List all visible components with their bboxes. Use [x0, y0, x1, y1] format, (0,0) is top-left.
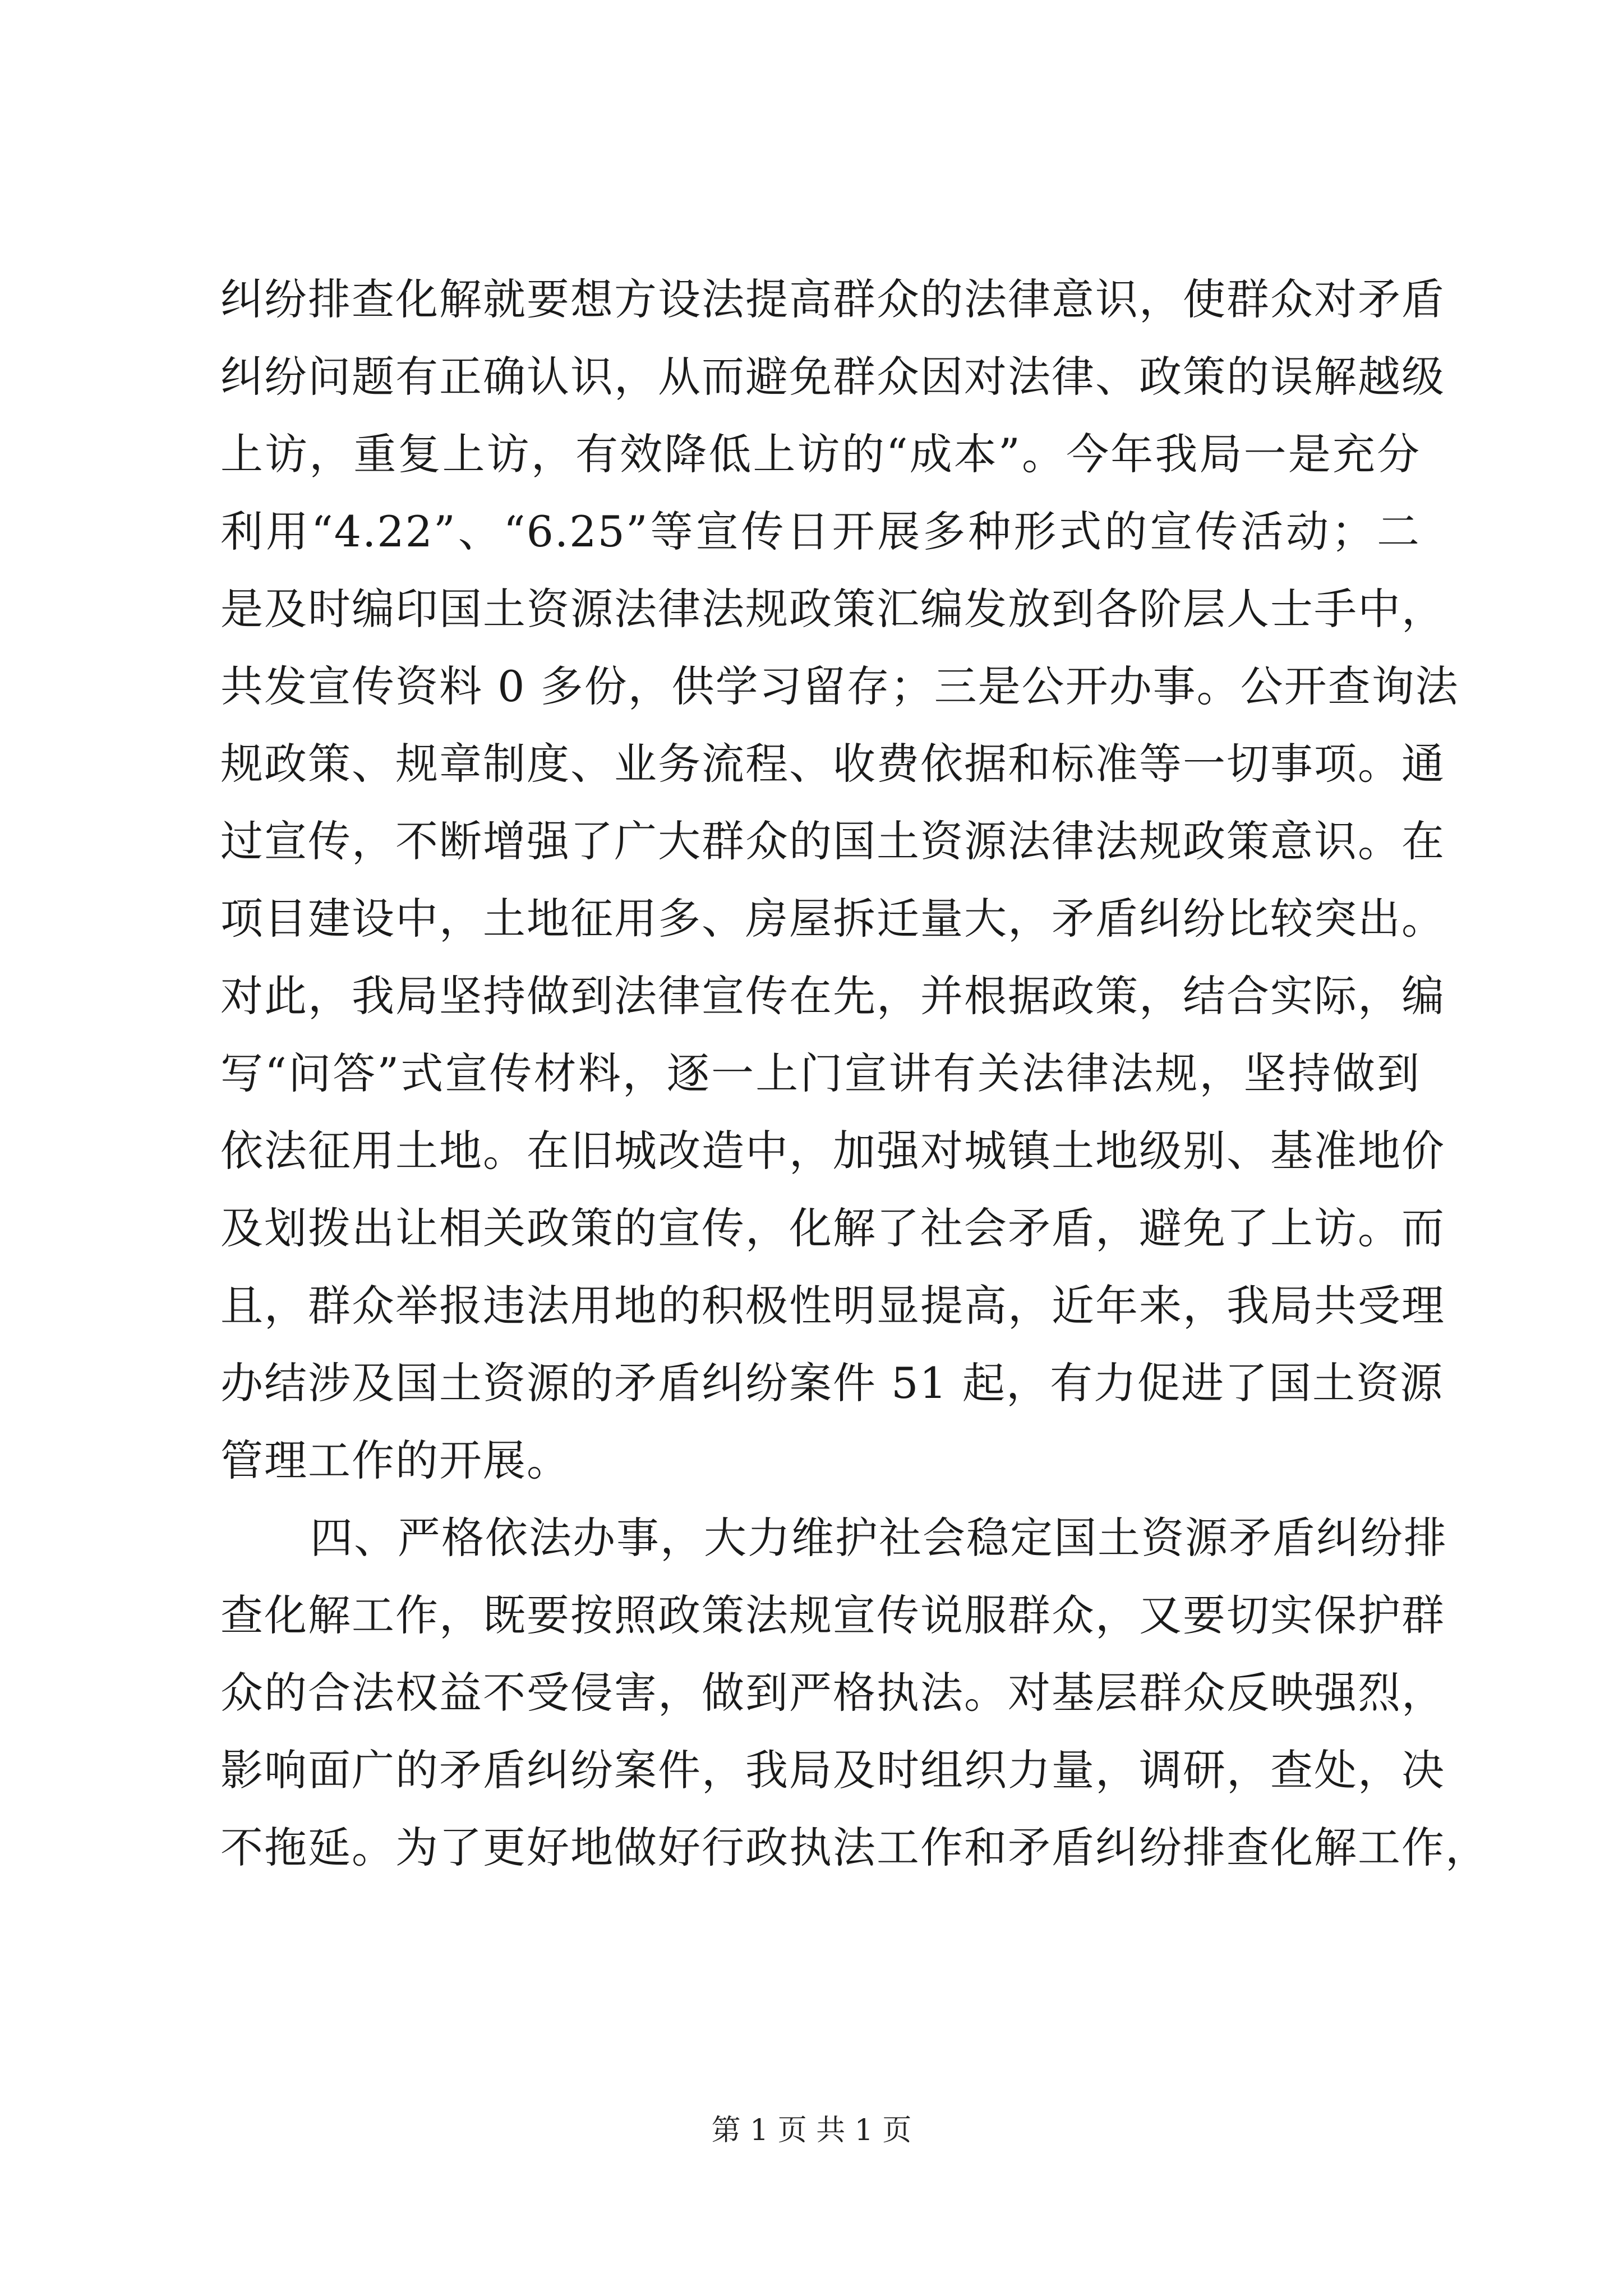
text-line: 项目建设中，土地征用多、房屋拆迁量大，矛盾纠纷比较突出。: [220, 894, 1445, 944]
text-line: 且，群众举报违法用地的积极性明显提高，近年来，我局共受理: [220, 1281, 1445, 1331]
text-line: 影响面广的矛盾纠纷案件，我局及时组织力量，调研，查处，决: [220, 1745, 1445, 1795]
section-heading-line: 四、严格依法办事，大力维护社会稳定国土资源矛盾纠纷排: [310, 1513, 1447, 1563]
text-line: 是及时编印国土资源法律法规政策汇编发放到各阶层人士手中，: [220, 584, 1445, 634]
text-line: 利用“4.22”、“6.25”等宣传日开展多种形式的宣传活动；二: [220, 507, 1421, 556]
text-line: 众的合法权益不受侵害，做到严格执法。对基层群众反映强烈，: [220, 1668, 1445, 1718]
document-body: [220, 261, 1489, 1887]
text-line: 过宣传，不断增强了广大群众的国土资源法律法规政策意识。在: [220, 816, 1445, 866]
text-line: 及划拨出让相关政策的宣传，化解了社会矛盾，避免了上访。而: [220, 1203, 1445, 1253]
text-line: 规政策、规章制度、业务流程、收费依据和标准等一切事项。通: [220, 739, 1445, 789]
text-line: 对此，我局坚持做到法律宣传在先，并根据政策，结合实际，编: [220, 971, 1445, 1021]
text-line: 纠纷排查化解就要想方设法提高群众的法律意识，使群众对矛盾: [220, 274, 1445, 324]
text-line: 共发宣传资料 0 多份，供学习留存；三是公开办事。公开查询法: [220, 661, 1459, 711]
text-line: 查化解工作，既要按照政策法规宣传说服群众，又要切实保护群: [220, 1590, 1445, 1640]
text-line: 办结涉及国土资源的矛盾纠纷案件 51 起，有力促进了国土资源: [220, 1358, 1444, 1408]
text-line: 写“问答”式宣传材料，逐一上门宣讲有关法律法规，坚持做到: [220, 1048, 1421, 1098]
text-line: 不拖延。为了更好地做好行政执法工作和矛盾纠纷排查化解工作，: [220, 1823, 1489, 1872]
text-line: 纠纷问题有正确认识，从而避免群众因对法律、政策的误解越级: [220, 352, 1445, 402]
text-line: 上访，重复上访，有效降低上访的“成本”。今年我局一是充分: [220, 429, 1421, 479]
text-line: 依法征用土地。在旧城改造中，加强对城镇土地级别、基准地价: [220, 1126, 1445, 1176]
page-footer: 第 1 页 共 1 页: [711, 2114, 912, 2147]
text-line: 管理工作的开展。: [220, 1435, 570, 1485]
